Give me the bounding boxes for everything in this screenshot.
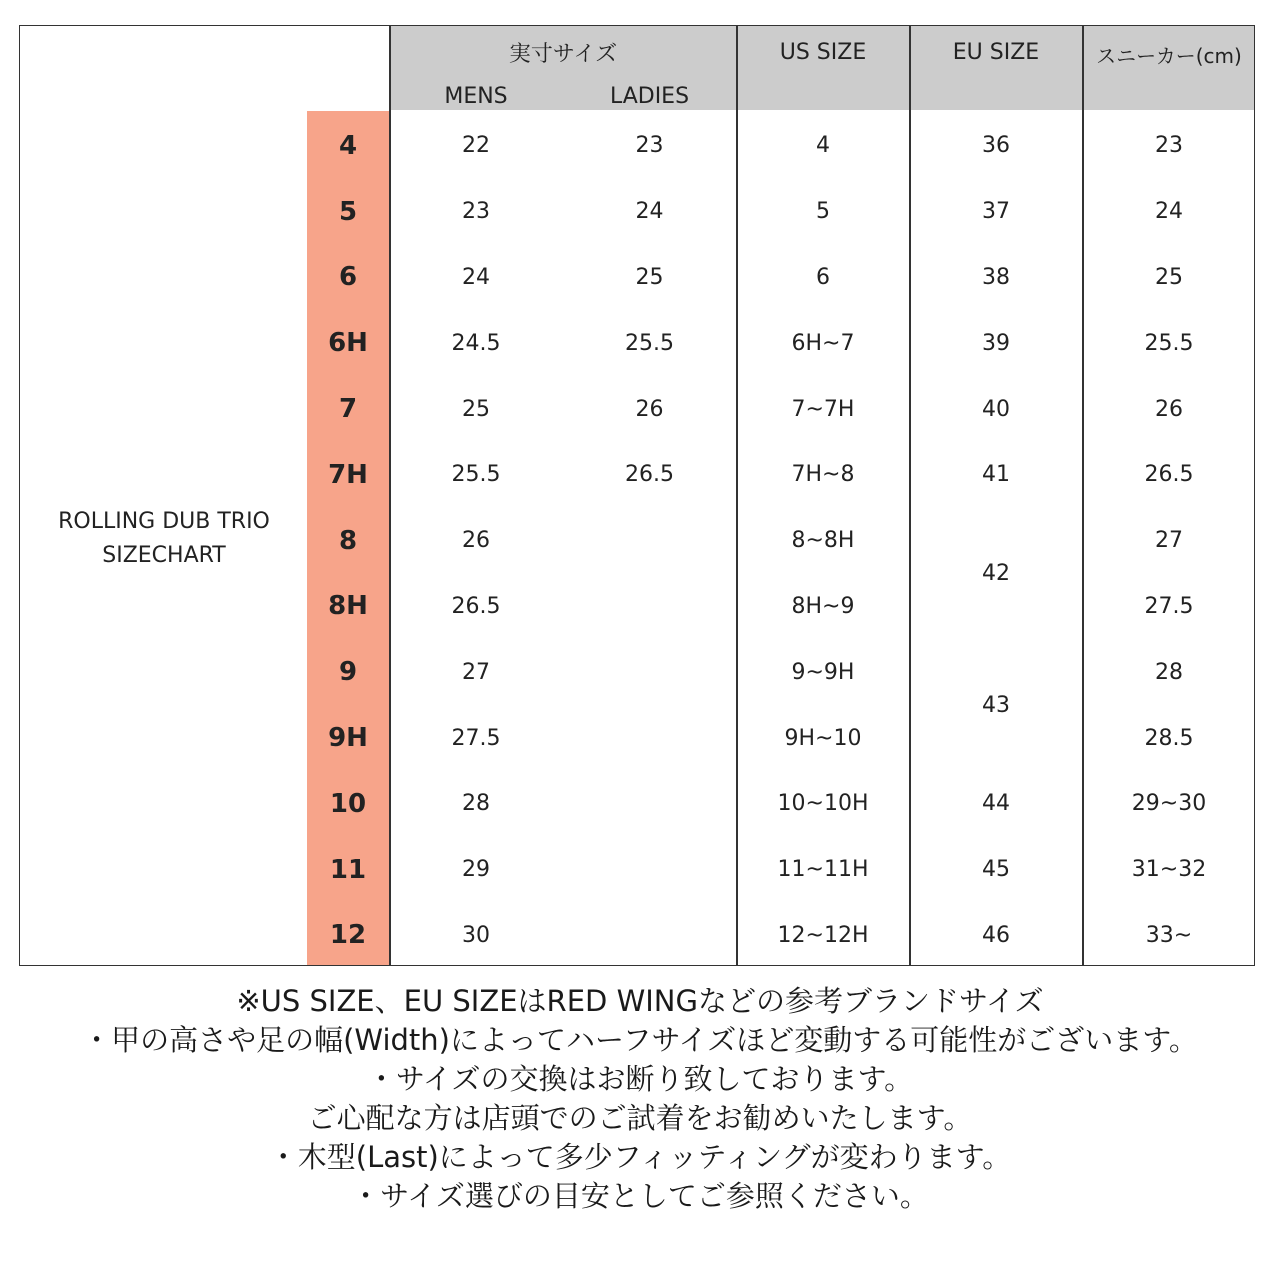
- chart-title-line1: ROLLING DUB TRIO: [58, 509, 270, 534]
- mens-cm-cell: 30: [462, 922, 490, 948]
- us-size-cell: 7H~8: [791, 462, 855, 488]
- ladies-cm-cell: 26.5: [625, 462, 674, 488]
- us-size-cell: 9H~10: [784, 725, 862, 751]
- size-label: 7: [338, 394, 358, 425]
- sneaker-cm-cell: 26: [1155, 396, 1183, 422]
- size-label: 12: [329, 920, 367, 951]
- us-size-cell: 8~8H: [791, 528, 855, 554]
- eu-size-cell: 41: [982, 462, 1010, 488]
- header-actual-size: 実寸サイズ: [508, 41, 618, 67]
- sneaker-cm-cell: 25.5: [1144, 330, 1194, 356]
- eu-size-cell: 43: [982, 692, 1010, 718]
- eu-size-cell: 39: [982, 330, 1010, 356]
- size-label: 9H: [328, 723, 368, 754]
- eu-size-cell: 42: [982, 561, 1010, 587]
- sneaker-cm-cell: 26.5: [1144, 462, 1194, 488]
- sneaker-cm-cell: 29~30: [1131, 791, 1207, 817]
- size-label: 6H: [328, 328, 368, 359]
- us-size-cell: 11~11H: [777, 857, 869, 883]
- note-line: ご心配な方は店頭でのご試着をお勧めいたします。: [307, 1101, 973, 1135]
- mens-cm-cell: 24: [462, 264, 490, 290]
- mens-cm-cell: 25.5: [451, 462, 501, 488]
- ladies-cm-cell: 25.5: [625, 330, 674, 356]
- mens-cm-cell: 27.5: [451, 725, 501, 751]
- sneaker-cm-cell: 24: [1155, 199, 1183, 225]
- us-size-cell: 9~9H: [791, 659, 855, 685]
- eu-size-cell: 46: [982, 922, 1010, 948]
- sneaker-cm-cell: 27: [1155, 528, 1183, 554]
- eu-size-cell: 45: [982, 857, 1010, 883]
- mens-cm-cell: 24.5: [451, 330, 501, 356]
- sneaker-cm-cell: 27.5: [1144, 593, 1194, 619]
- us-size-cell: 6: [816, 264, 830, 290]
- note-line: ※US SIZE、EU SIZEはRED WINGなどの参考ブランドサイズ: [236, 984, 1044, 1018]
- eu-size-cell: 38: [982, 264, 1010, 290]
- size-label: 7H: [328, 459, 368, 490]
- sneaker-cm-cell: 28.5: [1144, 725, 1194, 751]
- eu-size-cell: 36: [982, 133, 1010, 159]
- sneaker-cm-cell: 33~: [1145, 922, 1193, 948]
- size-label: 8H: [328, 591, 368, 622]
- mens-cm-cell: 25: [462, 396, 490, 422]
- sneaker-cm-cell: 23: [1155, 133, 1183, 159]
- header-ladies: LADIES: [609, 83, 690, 109]
- mens-cm-cell: 23: [462, 199, 490, 225]
- chart-title: [22, 505, 306, 573]
- note-line: ・サイズ選びの目安としてご参照ください。: [351, 1179, 929, 1213]
- eu-size-cell: 40: [982, 396, 1010, 422]
- mens-cm-cell: 29: [462, 857, 490, 883]
- header-mens: MENS: [444, 83, 508, 109]
- ladies-cm-cell: 24: [635, 199, 664, 225]
- us-size-cell: 12~12H: [777, 922, 869, 948]
- sneaker-cm-cell: 25: [1155, 264, 1183, 290]
- mens-cm-cell: 28: [462, 791, 490, 817]
- us-size-cell: 10~10H: [777, 791, 869, 817]
- ladies-cm-cell: 23: [635, 133, 664, 159]
- header-us-size: US SIZE: [779, 39, 867, 65]
- size-label: 11: [329, 854, 367, 885]
- mens-cm-cell: 26.5: [451, 593, 501, 619]
- us-size-cell: 4: [816, 133, 830, 159]
- mens-cm-cell: 22: [462, 133, 490, 159]
- size-label: 9: [338, 657, 358, 688]
- size-label: 8: [338, 525, 358, 556]
- note-line: ・木型(Last)によって多少フィッティングが変わります。: [268, 1140, 1012, 1174]
- header-eu-size: EU SIZE: [952, 39, 1040, 65]
- size-label: 5: [338, 196, 358, 227]
- size-label: 10: [329, 788, 367, 819]
- eu-size-cell: 37: [982, 199, 1010, 225]
- mens-cm-cell: 27: [462, 659, 490, 685]
- eu-size-cell: 44: [982, 791, 1010, 817]
- chart-title-line2: SIZECHART: [102, 543, 226, 568]
- us-size-cell: 6H~7: [791, 330, 855, 356]
- us-size-cell: 5: [816, 199, 830, 225]
- size-label: 4: [338, 130, 358, 161]
- note-line: ・甲の高さや足の幅(Width)によってハーフサイズほど変動する可能性がございます。: [82, 1023, 1198, 1057]
- sneaker-cm-cell: 31~32: [1131, 857, 1207, 883]
- size-label: 6: [338, 262, 358, 293]
- us-size-cell: 7~7H: [791, 396, 855, 422]
- size-notes: [0, 982, 1280, 1216]
- header-sneaker-cm: スニーカー(cm): [1096, 43, 1242, 68]
- note-line: ・サイズの交換はお断り致しております。: [366, 1062, 914, 1096]
- ladies-cm-cell: 26: [635, 396, 664, 422]
- sneaker-cm-cell: 28: [1155, 659, 1183, 685]
- ladies-cm-cell: 25: [635, 264, 664, 290]
- us-size-cell: 8H~9: [791, 593, 855, 619]
- mens-cm-cell: 26: [462, 528, 490, 554]
